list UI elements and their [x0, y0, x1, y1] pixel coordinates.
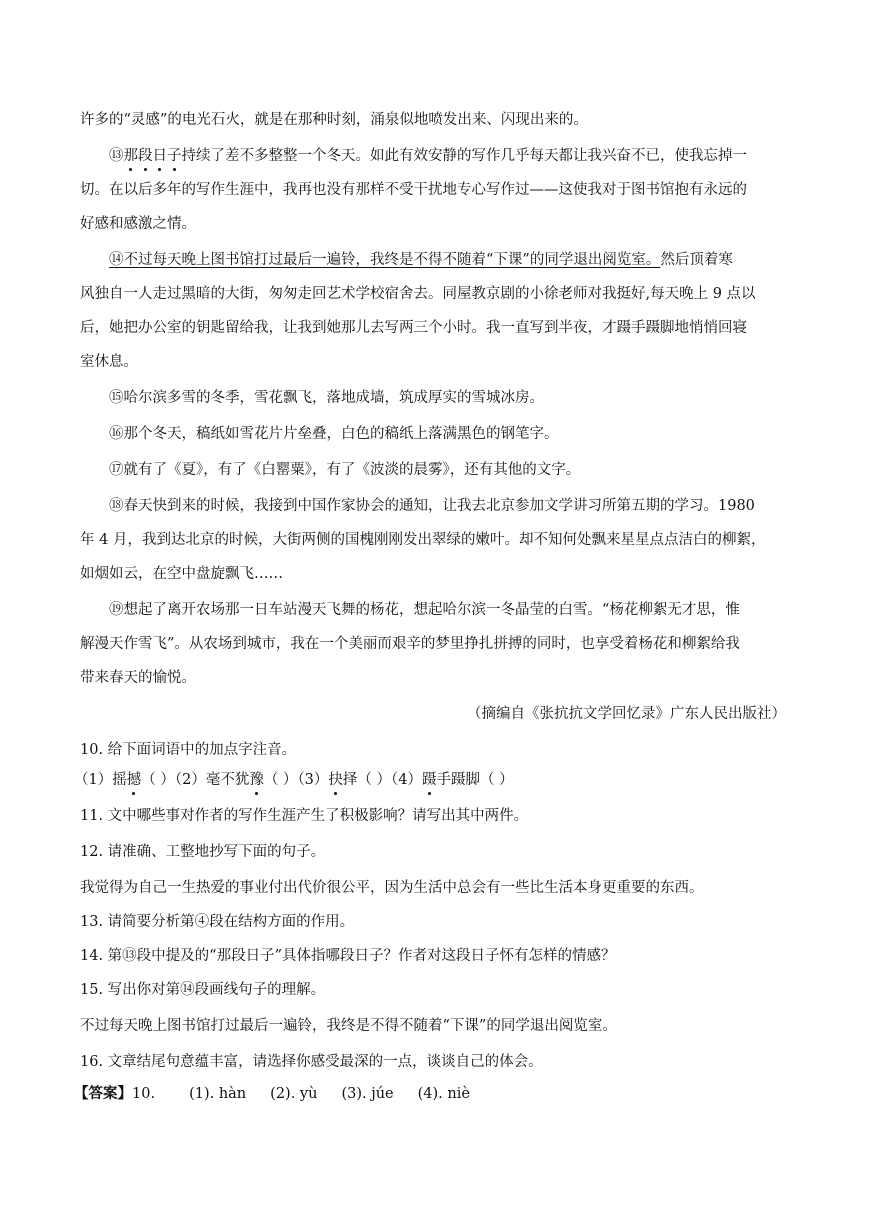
paragraph-19-line-1: ⑲想起了离开农场那一日车站漫天飞舞的杨花，想起哈尔滨一冬晶莹的白雪。“杨花柳絮无才思，惟	[109, 602, 740, 618]
paragraph-text: 然后顶着寒	[660, 252, 733, 268]
underlined-sentence: ⑭不过每天晚上图书馆打过最后一遍铃，我终是不得不随着“下课”的同学退出阅览室。	[109, 252, 661, 268]
item-number: （4）	[391, 772, 423, 788]
paragraph-text: 许多的“灵感”的电光石火，就是在那种时刻，涌泉似地喷发出来、闪现出来的。	[80, 112, 588, 128]
dotted-char: 日	[152, 148, 167, 164]
dotted-char: 段	[138, 148, 153, 164]
dotted-char: 子	[167, 148, 182, 164]
answer-blank: （ ）	[480, 772, 514, 788]
paragraph-text: 好感和感激之情。	[80, 216, 196, 232]
question-11: 11. 文中哪些事对作者的写作生涯产生了积极影响？请写出其中两件。	[80, 808, 529, 824]
answer-item: (3). júe	[341, 1086, 394, 1102]
paragraph-16: ⑯那个冬天，稿纸如雪花片片垒叠，白色的稿纸上落满黑色的钢笔字。	[109, 426, 559, 442]
item-word: 摇	[112, 772, 127, 788]
question-15: 15. 写出你对第⑭段画线句子的理解。	[80, 982, 326, 998]
item-word: 手蹑脚	[436, 772, 481, 788]
paragraph-text: 如烟如云，在空中盘旋飘飞……	[80, 566, 283, 582]
paragraph-text: 带来春天的愉悦。	[80, 670, 196, 686]
item-word: 择	[342, 772, 358, 788]
paragraph-14-line-1	[109, 250, 733, 270]
question-16: 16. 文章结尾句意蕴丰富，请选择你感受最深的一点，谈谈自己的体会。	[80, 1054, 543, 1070]
paragraph-text: 室休息。	[80, 354, 138, 370]
paragraph-text: 切。在以后多年的写作生涯中，我再也没有那样不受干扰地专心写作过——这使我对于图书馆抱有永远的	[80, 182, 747, 198]
paragraph-number: ⑬	[109, 148, 124, 164]
answer-blank: （ ）	[357, 772, 392, 788]
answer-line	[74, 1084, 470, 1104]
paragraph-17: ⑰就有了《夏》，有了《白罂粟》，有了《波淡的晨雾》，还有其他的文字。	[109, 462, 581, 478]
answer-item: (2). yù	[270, 1086, 318, 1102]
source-citation: （摘编自《张抗抗文学回忆录》广东人民出版社）	[467, 706, 786, 722]
dotted-char: 豫	[249, 772, 264, 788]
question-14: 14. 第⑬段中提及的“那段日子”具体指哪段日子？作者对这段日子怀有怎样的情感？	[80, 948, 616, 964]
question-10: 10. 给下面词语中的加点字注音。	[80, 742, 297, 758]
dotted-char: 那	[123, 148, 138, 164]
question-15-sentence: 不过每天晚上图书馆打过最后一遍铃，我终是不得不随着“下课”的同学退出阅览室。	[80, 1018, 617, 1034]
answer-item: (1). hàn	[189, 1086, 247, 1102]
paragraph-text: 风独自一人走过黑暗的大街，匆匆走回艺术学校宿舍去。同屋教京剧的小徐老师对我挺好,每天晚上 9 点以	[80, 286, 756, 302]
item-number: （3）	[297, 772, 329, 788]
item-word: 毫不犹	[205, 772, 250, 788]
question-13: 13. 请简要分析第④段在结构方面的作用。	[80, 914, 355, 930]
paragraph-15: ⑮哈尔滨多雪的冬季，雪花飘飞，落地成墙，筑成厚实的雪城冰房。	[109, 390, 544, 406]
answer-item: (4). niè	[417, 1086, 470, 1102]
paragraph-18-line-1: ⑱春天快到来的时候，我接到中国作家协会的通知，让我去北京参加文学讲习所第五期的学习。1980	[109, 498, 755, 514]
dotted-char: 撼	[126, 772, 142, 788]
paragraph-text: 后，她把办公室的钥匙留给我，让我到她那儿去写两三个小时。我一直写到半夜，才蹑手蹑脚地悄悄回寝	[80, 320, 747, 336]
question-10-items	[74, 770, 514, 790]
dotted-char: 抉	[328, 772, 343, 788]
paragraph-text: 持续了差不多整整一个冬天。如此有效安静的写作几乎每天都让我兴奋不已，使我忘掉一	[181, 148, 747, 164]
dotted-char: 蹑	[422, 772, 437, 788]
answer-number: 10.	[132, 1086, 156, 1102]
paragraph-13-line-1	[109, 146, 747, 166]
paragraph-text: 解漫天作雪飞”。从农场到城市，我在一个美丽而艰辛的梦里挣扎拼搏的同时，也享受着杨花和柳絮给我	[80, 636, 740, 652]
paragraph-text: 年 4 月，我到达北京的时候，大街两侧的国槐刚刚发出翠绿的嫩叶。却不知何处飘来星星点点洁白的柳絮，	[80, 532, 766, 548]
answer-blank: （ ）	[141, 772, 175, 788]
item-number: （2）	[174, 772, 206, 788]
answer-label: 【答案】	[74, 1085, 132, 1102]
question-12: 12. 请准确、工整地抄写下面的句子。	[80, 844, 326, 860]
question-12-sentence: 我觉得为自己一生热爱的事业付出代价很公平，因为生活中总会有一些比生活本身更重要的东西。	[80, 880, 704, 896]
answer-blank: （ ）	[263, 772, 298, 788]
item-number: （1）	[74, 772, 113, 788]
